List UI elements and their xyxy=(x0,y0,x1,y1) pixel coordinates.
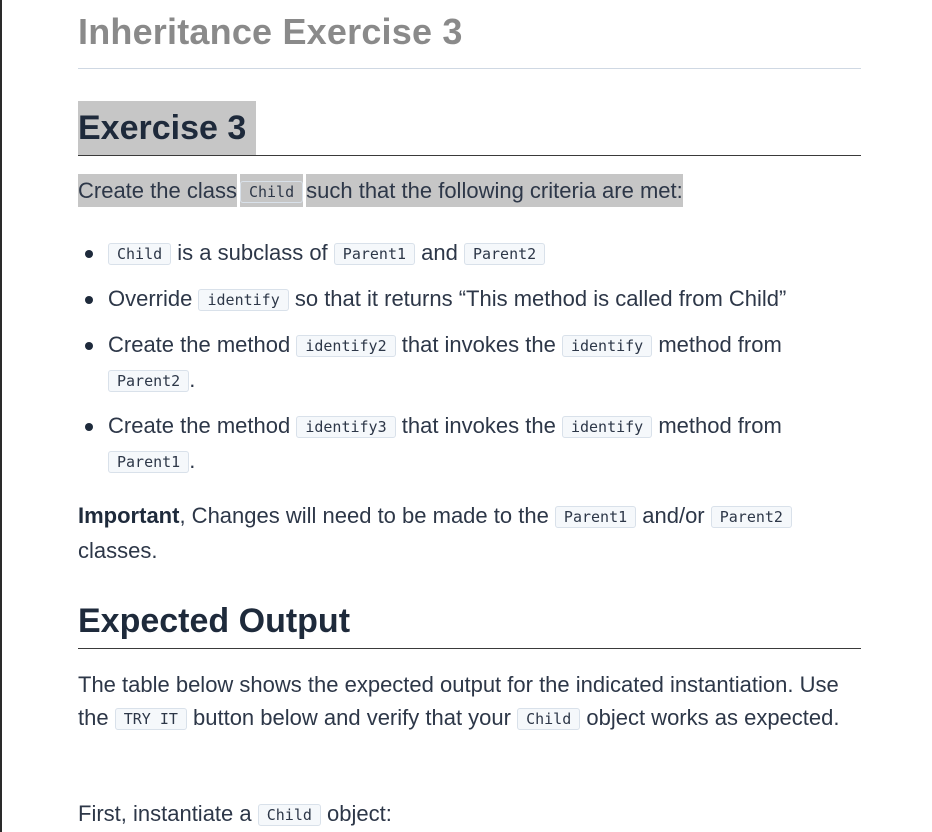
criteria-text: that invokes the xyxy=(395,413,562,438)
exercise-divider xyxy=(78,155,861,156)
inline-code: Parent1 xyxy=(108,451,189,473)
instantiate-text-2: object: xyxy=(320,801,392,826)
intro-code-child: Child xyxy=(240,181,303,203)
intro-text-after: such that the following criteria are met: xyxy=(306,178,683,203)
inline-code: identify2 xyxy=(296,335,395,357)
important-text-1: , Changes will need to be made to the xyxy=(179,503,555,528)
instantiate-instruction xyxy=(78,797,392,832)
important-code-parent2: Parent2 xyxy=(711,506,792,528)
criteria-text: is a subclass of xyxy=(171,240,334,265)
criteria-text: and xyxy=(415,240,464,265)
exercise-heading: Exercise 3 xyxy=(78,101,256,155)
criteria-text: method from xyxy=(652,413,788,438)
page-title: Inheritance Exercise 3 xyxy=(78,11,463,52)
eo-text-3: object works as expected. xyxy=(580,705,840,730)
criteria-list xyxy=(78,236,861,490)
inline-code: identify3 xyxy=(296,416,395,438)
expected-output-divider xyxy=(78,648,861,649)
instantiate-code-child: Child xyxy=(258,804,321,826)
eo-text-1: The table below shows the expected output for the indicated instantiation. Use the xyxy=(78,672,839,730)
criteria-text: Create the method xyxy=(108,413,297,438)
inline-code: Child xyxy=(108,243,171,265)
inline-code: identify xyxy=(562,416,652,438)
exercise-intro xyxy=(78,174,683,207)
inline-code: Parent2 xyxy=(108,370,189,392)
try-it-code: TRY IT xyxy=(115,708,187,730)
criteria-text: Override xyxy=(108,286,199,311)
criteria-item xyxy=(78,282,861,317)
important-text-2: and/or xyxy=(636,503,711,528)
criteria-text: that invokes the xyxy=(395,332,562,357)
important-code-parent1: Parent1 xyxy=(555,506,636,528)
important-text-3: classes. xyxy=(78,538,158,563)
criteria-item xyxy=(78,409,861,479)
important-note xyxy=(78,499,861,567)
criteria-item xyxy=(78,328,861,398)
criteria-text: Create the method xyxy=(108,332,297,357)
important-label: Important xyxy=(78,503,180,528)
inline-code: Parent2 xyxy=(464,243,545,265)
criteria-text: . xyxy=(189,448,196,473)
instantiate-text-1: First, instantiate a xyxy=(78,801,258,826)
criteria-text: so that it returns “This method is called from Child” xyxy=(288,286,787,311)
intro-text-before: Create the class xyxy=(78,178,237,203)
criteria-item xyxy=(78,236,861,271)
eo-text-2: button below and verify that your xyxy=(186,705,518,730)
title-divider xyxy=(78,68,861,69)
eo-code-child: Child xyxy=(517,708,580,730)
inline-code: identify xyxy=(198,289,288,311)
criteria-text: method from xyxy=(652,332,788,357)
expected-output-heading: Expected Output xyxy=(78,602,351,640)
left-border xyxy=(0,0,2,832)
criteria-text: . xyxy=(189,367,196,392)
inline-code: Parent1 xyxy=(334,243,415,265)
expected-output-description xyxy=(78,668,861,736)
inline-code: identify xyxy=(562,335,652,357)
